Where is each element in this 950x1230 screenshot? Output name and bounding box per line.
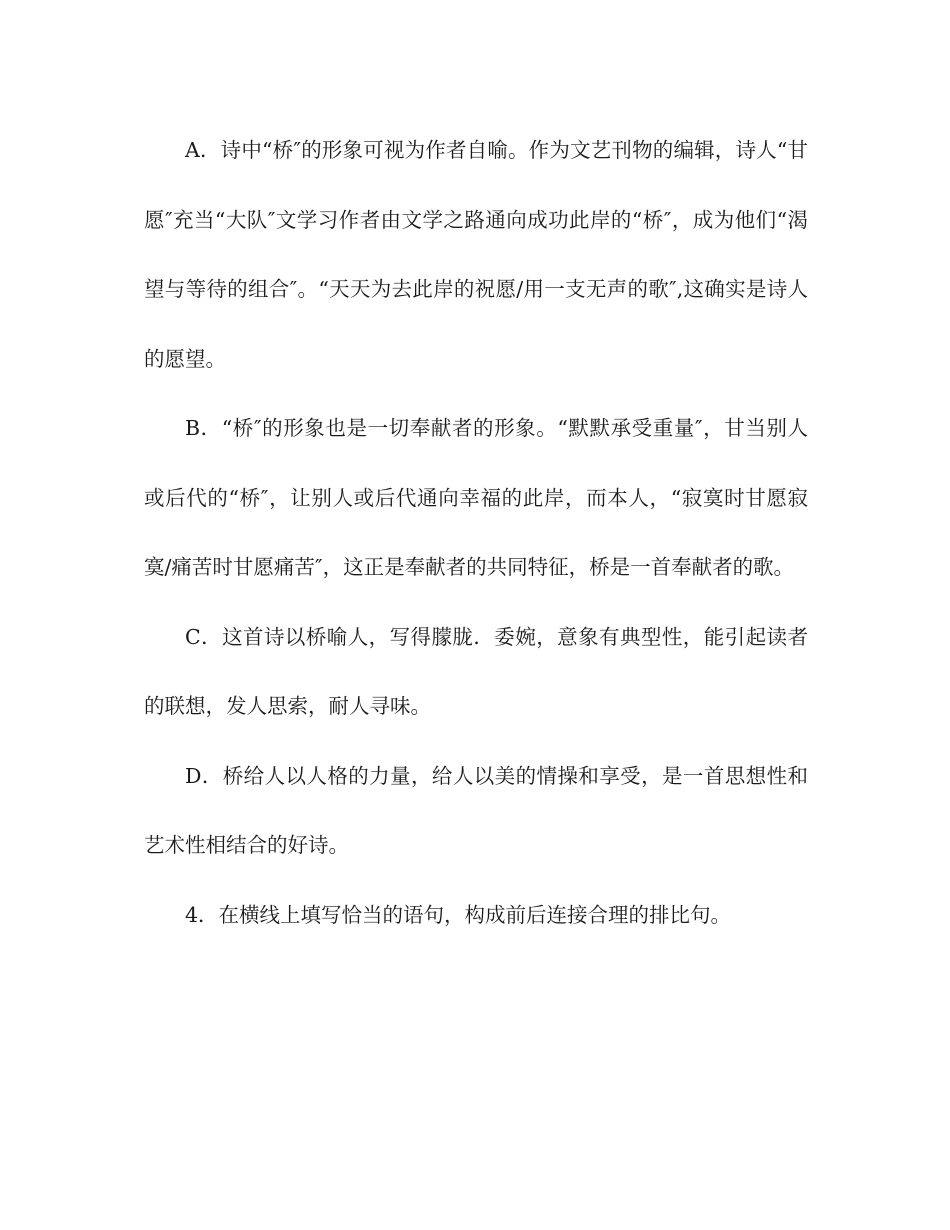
option-d-paragraph: D．桥给人以人格的力量，给人以美的情操和享受，是一首思想性和艺术性相结合的好诗。: [144, 763, 808, 857]
option-b-paragraph: B．“桥″的形象也是一切奉献者的形象。“默默承受重量″，甘当别人或后代的“桥″，让别人或后代通向幸福的此岸，而本人，“寂寞时甘愿寂寞/痛苦时甘愿痛苦″，这正是奉献者的共同特征，桥是一首奉献者的歌。: [144, 416, 808, 579]
option-a-paragraph: A．诗中“桥″的形象可视为作者自喻。作为文艺刊物的编辑，诗人“甘愿″充当“大队″文学习作者由文学之路通向成功此岸的“桥″，成为他们“渴望与等待的组合″。“天天为去此岸的祝愿/用一支无声的歌″,这确实是诗人的愿望。: [144, 138, 808, 371]
question-4-paragraph: 4．在横线上填写恰当的语句，构成前后连接合理的排比句。: [185, 902, 732, 927]
document-body: [144, 116, 808, 950]
option-c-paragraph: C．这首诗以桥喻人，写得朦胧．委婉，意象有典型性，能引起读者的联想，发人思索，耐人寻味。: [144, 624, 808, 718]
